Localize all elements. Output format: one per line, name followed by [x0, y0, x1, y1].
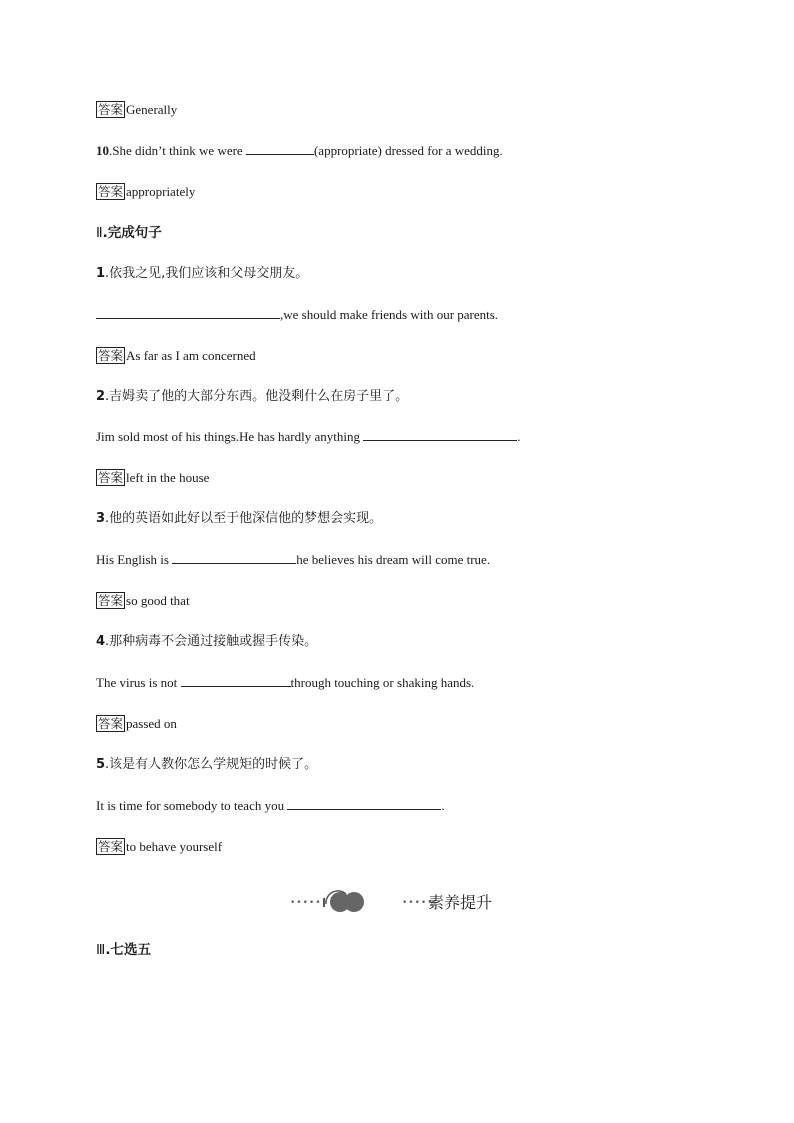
section-banner: [290, 884, 520, 918]
answer-label: 答案: [98, 102, 124, 117]
section-roman: Ⅲ: [96, 942, 106, 957]
answer-label: 答案: [98, 593, 124, 608]
item-chinese: .依我之见,我们应该和父母交朋友。: [105, 266, 309, 281]
item-number: 4: [96, 634, 106, 649]
item-number: 5: [96, 757, 106, 772]
answer-label: 答案: [98, 716, 124, 731]
item-english-before: The virus is not: [96, 675, 181, 690]
answer-text: As far as I am concerned: [126, 348, 256, 363]
item-english-after: through touching or shaking hands.: [290, 675, 475, 690]
answer-line: [96, 101, 177, 119]
item-english-after: ,we should make friends with our parents.: [280, 307, 499, 322]
item-3-prompt: [96, 510, 382, 528]
answer-text: left in the house: [126, 470, 210, 485]
answer-label: 答案: [98, 184, 124, 199]
answer-text: appropriately: [126, 184, 196, 199]
question-10: [96, 142, 503, 160]
section-heading: [96, 941, 151, 959]
answer-line: [96, 183, 195, 201]
item-english-after: .: [517, 429, 521, 444]
fill-blank: [246, 142, 314, 155]
section-title: .完成句子: [102, 225, 162, 241]
item-english-after: he believes his dream will come true.: [296, 552, 491, 567]
answer-line: [96, 469, 209, 487]
fill-blank: [363, 428, 517, 441]
banner-dots-right: •••••: [402, 898, 434, 908]
item-5-sentence: [96, 797, 445, 815]
item-english-before: His English is: [96, 552, 173, 567]
banner-title: 素养提升: [428, 893, 493, 912]
answer-text: passed on: [126, 716, 177, 731]
item-4-sentence: [96, 674, 474, 692]
item-2-prompt: [96, 388, 408, 406]
item-1-prompt: [96, 265, 308, 283]
fill-blank: [96, 306, 280, 319]
answer-label: 答案: [98, 839, 124, 854]
item-english-before: It is time for somebody to teach you: [96, 798, 288, 813]
item-chinese: .吉姆卖了他的大部分东西。他没剩什么在房子里了。: [105, 389, 409, 404]
banner-dots-left: •••••: [290, 898, 322, 908]
fill-blank: [181, 674, 291, 687]
item-number: 2: [96, 389, 106, 404]
item-4-prompt: [96, 633, 317, 651]
question-text-after: (appropriate) dressed for a wedding.: [313, 143, 503, 158]
question-text-before: .She didn’t think we were: [109, 143, 246, 158]
item-chinese: .那种病毒不会通过接触或握手传染。: [105, 634, 318, 649]
item-number: 3: [96, 511, 106, 526]
fill-blank: [172, 551, 296, 564]
item-number: 1: [96, 266, 106, 281]
answer-text: Generally: [126, 102, 178, 117]
item-chinese: .他的英语如此好以至于他深信他的梦想会实现。: [105, 511, 383, 526]
question-number: 10: [96, 143, 109, 158]
answer-line: [96, 715, 177, 733]
answer-text: so good that: [126, 593, 190, 608]
item-chinese: .该是有人教你怎么学规矩的时候了。: [105, 757, 318, 772]
answer-text: to behave yourself: [126, 839, 223, 854]
banner-emblem-icon: [320, 886, 368, 916]
item-english-after: .: [441, 798, 445, 813]
item-english-before: Jim sold most of his things.He has hardly anything: [96, 429, 364, 444]
item-1-sentence: [96, 306, 498, 324]
answer-line: [96, 838, 222, 856]
answer-label: 答案: [98, 348, 124, 363]
section-title: .七选五: [105, 942, 151, 958]
answer-line: [96, 592, 190, 610]
fill-blank: [287, 797, 441, 810]
answer-line: [96, 347, 256, 365]
item-3-sentence: [96, 551, 490, 569]
item-2-sentence: [96, 428, 520, 446]
section-heading: [96, 224, 162, 242]
answer-label: 答案: [98, 470, 124, 485]
item-5-prompt: [96, 756, 317, 774]
section-roman: Ⅱ: [96, 225, 103, 240]
